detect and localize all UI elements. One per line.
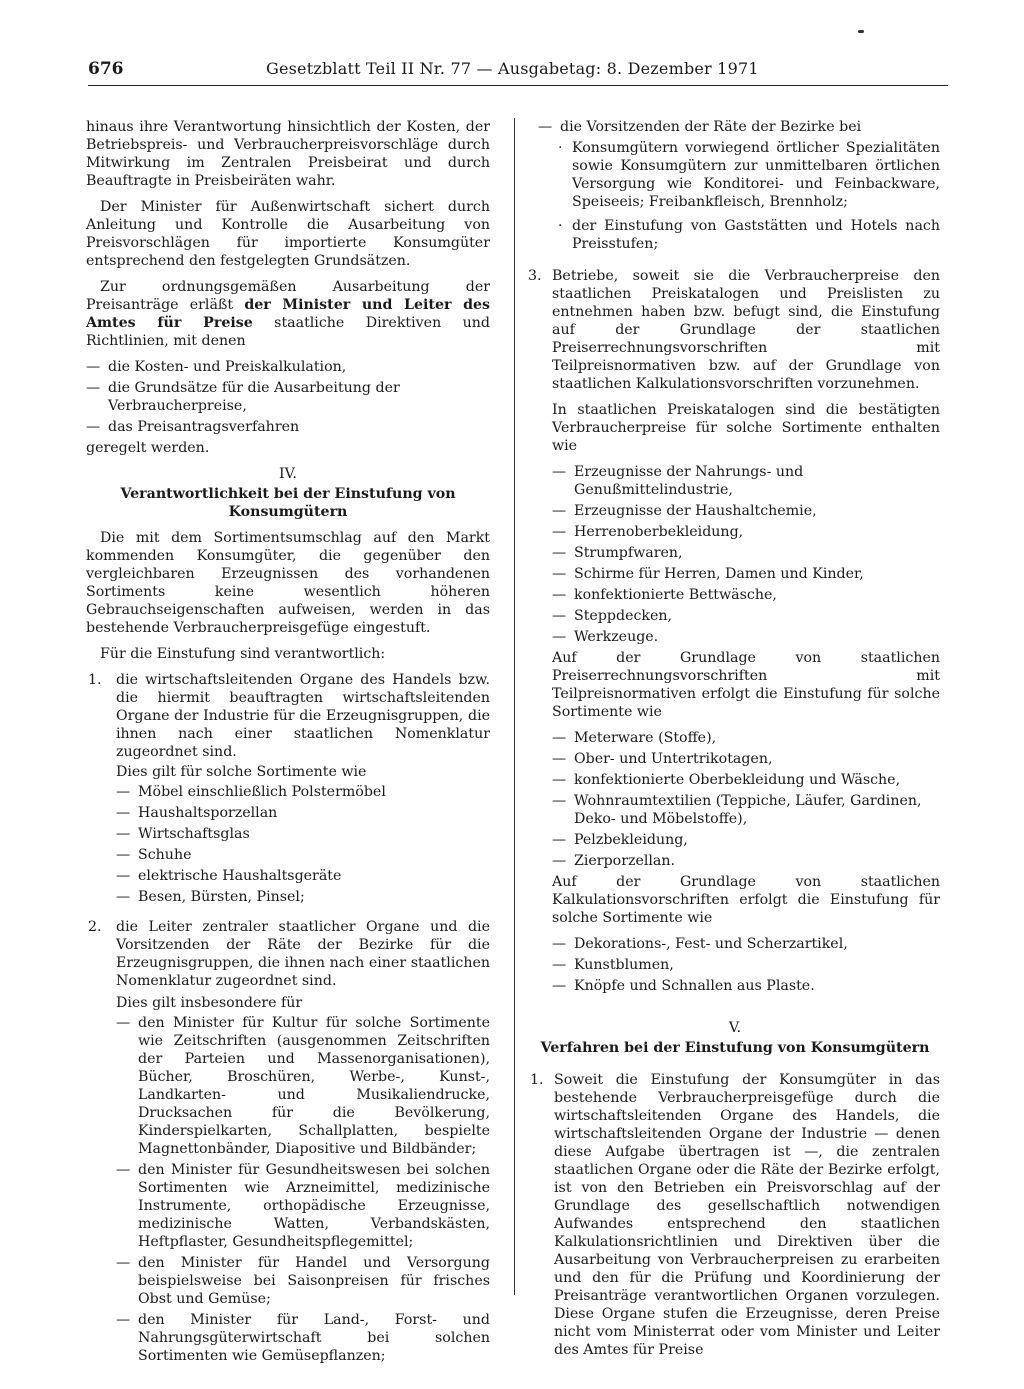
item-text: die Leiter zentraler staatlicher Organe und die Vorsitzenden der Räte der Bezirke für die Erzeugnisgruppen, die ihnen nach einer staatlichen Nomenklatur zugeordnet sind. — [116, 919, 490, 989]
section-number: IV. — [279, 466, 297, 482]
list-item: — den Minister für Kultur für solche Sortimente wie Zeitschriften (ausgenommen Zeitschriften der Parteien und Massenorganisationen), Bücher, Broschüren, Werbe-, Kunst-, Landkarten- und Musikaliendrucke, Drucksachen für die Bevölkerung, Kinderspielkarten, Schallplatten, bespielte Magnettonbänder, Diapositive und Bildbänder; — [116, 1014, 490, 1158]
list-item: — elektrische Haushaltsgeräte — [116, 867, 490, 885]
list-item: — die Vorsitzenden der Räte der Bezirke bei — [538, 118, 940, 136]
paragraph: Die mit dem Sortimentsumschlag auf den Markt kommenden Konsumgüter, die gegenüber den vergleichbaren Erzeugnissen des vorhandenen Sortiments keine wesentlich höheren Gebrauchseigenschaften aufweisen, werden in das bestehende Verbraucherpreisgefüge eingestuft. — [86, 530, 490, 636]
list-item: — den Minister für Handel und Versorgung beispielsweise bei Saisonpreisen für frisches Obst und Gemüse; — [116, 1254, 490, 1308]
list-item: — das Preisantragsverfahren — [86, 418, 490, 436]
list-item: — Kunstblumen, — [552, 956, 940, 974]
list-item: — Möbel einschließlich Polstermöbel — [116, 783, 490, 801]
indented-block — [530, 401, 940, 995]
item-text: Soweit die Einstufung der Konsumgüter in das bestehende Verbraucherpreisgefüge durch die wirtschaftsleitenden Organe des Handels, die wirtschaftsleitenden Organe der Industrie — denen diese Aufgabe übertragen ist —, die zentralen staatlichen Organe oder die Räte der Bezirke erfolgt, ist von den Betrieben ein Preisvorschlag auf der Grundlage des gesellschaftlich notwendigen Aufwandes entsprechend den staatlichen Kalkulationsrichtlinien und Direktiven über die Ausarbeitung von Verbraucherpreisen zu erarbeiten und den für die Prüfung und Koordinierung der Preisanträge verantwortlichen Organen vorzulegen. Diese Organe stufen die Erzeugnisse, deren Preise nicht vom Ministerrat oder vom Minister und Leiter des Amtes für Preise — [554, 1072, 940, 1358]
list-item: — konfektionierte Oberbekleidung und Wäsche, — [552, 771, 940, 789]
list-item: — Zierporzellan. — [552, 852, 940, 870]
list-item: — Strumpfwaren, — [552, 544, 940, 562]
dash-list — [86, 358, 490, 436]
list-item: — Werkzeuge. — [552, 628, 940, 646]
list-item: — die Grundsätze für die Ausarbeitung der Verbraucherpreise, — [86, 379, 490, 415]
list-item: — Steppdecken, — [552, 607, 940, 625]
item-text: die wirtschaftsleitenden Organe des Handels bzw. die hiermit beauftragten wirtschaftsleitenden Organe der Industrie für die Erzeugnisgruppen, die ihnen nach einer staatlichen Nomenklatur zugeordnet sind. — [116, 672, 490, 760]
list-item: — Knöpfe und Schnallen aus Plaste. — [552, 977, 940, 995]
item-subtext: Dies gilt für solche Sortimente wie — [116, 764, 367, 780]
list-item: — Pelzbekleidung, — [552, 831, 940, 849]
bold-text: der Minister und Leiter des Amtes für Preise — [86, 297, 491, 331]
page-number: 676 — [88, 59, 124, 79]
item-number: 2. — [88, 919, 102, 935]
paragraph: hinaus ihre Verantwortung hinsichtlich der Kosten, der Betriebspreis- und Verbraucherpreisvorschläge durch Mitwirkung im Zentralen Preisbeirat und durch Beauftragte in Preisbeiräten wahr. — [86, 119, 490, 189]
item-subtext: Dies gilt insbesondere für — [116, 995, 303, 1011]
numbered-item — [86, 918, 490, 1365]
item-number: 1. — [530, 1072, 544, 1088]
column-divider — [514, 118, 515, 1295]
dash-list — [116, 783, 490, 906]
dash-list — [552, 729, 940, 870]
dash-list — [116, 1014, 490, 1365]
paragraph: geregelt werden. — [86, 440, 210, 456]
bullet-item: · Konsumgütern vorwiegend örtlicher Spezialitäten sowie Konsumgütern zur unmittelbaren örtlichen Versorgung wie Konditorei- und Feinbackware, Speiseeis; Freibankfleisch, Brennholz; — [558, 139, 940, 211]
page-header — [88, 57, 948, 86]
dash-list — [552, 463, 940, 646]
list-item: — Erzeugnisse der Nahrungs- und Genußmittelindustrie, — [552, 463, 940, 499]
header-title: Gesetzblatt Teil II Nr. 77 — Ausgabetag: 8. Dezember 1971 — [266, 59, 759, 78]
right-column — [530, 118, 940, 1367]
paragraph: In staatlichen Preiskatalogen sind die bestätigten Verbraucherpreise für solche Sortimente enthalten wie — [552, 402, 940, 454]
text-run: staatliche Direktiven und Richtlinien, mit denen — [86, 315, 490, 349]
item-number: 3. — [528, 268, 542, 284]
item-text: Betriebe, soweit sie die Verbraucherpreise den staatlichen Preiskatalogen und Preislisten zu entnehmen haben bzw. befugt sind, die Einstufung auf der Grundlage der staatlichen Preiserrechnungsvorschriften mit Teilpreisnormativen bzw. auf der Grundlage von staatlichen Kalkulationsvorschriften vorzunehmen. — [552, 268, 940, 392]
list-item: — Ober- und Untertrikotagen, — [552, 750, 940, 768]
bullet-item: · der Einstufung von Gaststätten und Hotels nach Preisstufen; — [558, 217, 940, 253]
print-speck — [858, 30, 864, 33]
list-item: — Wohnraumtextilien (Teppiche, Läufer, Gardinen, Deko- und Möbelstoffe), — [552, 792, 940, 828]
list-item: — Schuhe — [116, 846, 490, 864]
numbered-item — [86, 671, 490, 906]
list-item: — Meterware (Stoffe), — [552, 729, 940, 747]
dash-list — [552, 935, 940, 995]
paragraph: Der Minister für Außenwirtschaft sichert durch Anleitung und Kontrolle die Ausarbeitung von Preisvorschlägen für importierte Konsumgüter entsprechend den festgelegten Grundsätzen. — [86, 199, 490, 269]
list-item: — Schirme für Herren, Damen und Kinder, — [552, 565, 940, 583]
list-item: — den Minister für Land-, Forst- und Nahrungsgüterwirtschaft bei solchen Sortimenten wie Gemüsepflanzen; — [116, 1311, 490, 1365]
section-heading: Verfahren bei der Einstufung von Konsumgütern — [540, 1040, 930, 1056]
list-item: — die Kosten- und Preiskalkulation, — [86, 358, 490, 376]
list-item: — Haushaltsporzellan — [116, 804, 490, 822]
numbered-item — [530, 267, 940, 393]
list-item: — Besen, Bürsten, Pinsel; — [116, 888, 490, 906]
list-item: — Herrenoberbekleidung, — [552, 523, 940, 541]
list-item: — den Minister für Gesundheitswesen bei solchen Sortimenten wie Arzneimittel, medizinische Instrumente, orthopädische Erzeugnisse, medizinische Watten, Verbandskästen, Heftpflaster, Gesundheitspflegemittel; — [116, 1161, 490, 1251]
paragraph: Für die Einstufung sind verantwortlich: — [100, 646, 386, 662]
left-column — [86, 118, 490, 1373]
item-number: 1. — [88, 672, 102, 688]
paragraph — [86, 278, 490, 350]
section-number: V. — [728, 1020, 742, 1036]
list-item: — konfektionierte Bettwäsche, — [552, 586, 940, 604]
paragraph: Auf der Grundlage von staatlichen Preiserrechnungsvorschriften mit Teilpreisnormativen erfolgt die Einstufung für solche Sortimente wie — [552, 650, 940, 720]
list-item: — Dekorations-, Fest- und Scherzartikel, — [552, 935, 940, 953]
numbered-item — [530, 1071, 940, 1359]
paragraph: Auf der Grundlage von staatlichen Kalkulationsvorschriften erfolgt die Einstufung für solche Sortimente wie — [552, 874, 940, 926]
dash-list — [538, 118, 940, 136]
list-item: — Wirtschaftsglas — [116, 825, 490, 843]
text-run: Zur ordnungsgemäßen Ausarbeitung der Preisanträge erläßt — [86, 279, 490, 313]
list-item: — Erzeugnisse der Haushaltchemie, — [552, 502, 940, 520]
section-heading: Verantwortlichkeit bei der Einstufung von Konsumgütern — [120, 486, 456, 520]
